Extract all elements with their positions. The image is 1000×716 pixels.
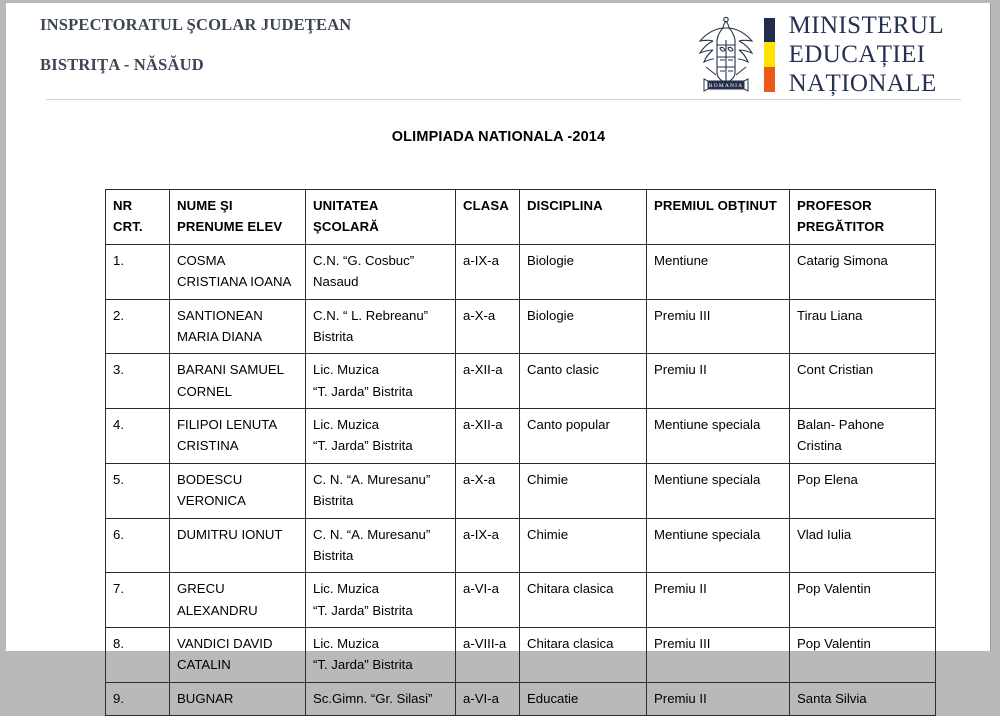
svg-text:ROMANIA: ROMANIA	[708, 82, 743, 89]
cell-disciplina: Chitara clasica	[520, 628, 647, 683]
cell-disciplina: Chitara clasica	[520, 573, 647, 628]
cell-nr: 2.	[106, 299, 170, 354]
cell-nr: 4.	[106, 409, 170, 464]
results-table	[105, 189, 936, 716]
table-row	[106, 299, 936, 354]
cell-profesor: Catarig Simona	[790, 244, 936, 299]
header-divider	[46, 99, 961, 100]
cell-disciplina: Chimie	[520, 518, 647, 573]
table-header-row	[106, 190, 936, 245]
cell-school-unit: C.N. “ L. Rebreanu” Bistrita	[306, 299, 456, 354]
cell-school-unit: Sc.Gimn. “Gr. Silasi”	[306, 682, 456, 715]
cell-nr: 3.	[106, 354, 170, 409]
cell-student-name: FILIPOI LENUTA CRISTINA	[170, 409, 306, 464]
cell-school-unit: C.N. “G. Cosbuc” Nasaud	[306, 244, 456, 299]
cell-premiu: Premiu III	[647, 299, 790, 354]
romanian-tricolor-bar-icon	[764, 18, 775, 92]
tricolor-red-band	[764, 67, 775, 92]
table-row	[106, 628, 936, 683]
cell-profesor: Vlad Iulia	[790, 518, 936, 573]
table-row	[106, 682, 936, 715]
table-row	[106, 463, 936, 518]
cell-student-name: VANDICI DAVID CATALIN	[170, 628, 306, 683]
institution-name-line2: BISTRIŢA - NĂSĂUD	[40, 55, 204, 74]
cell-nr: 6.	[106, 518, 170, 573]
document-page	[6, 3, 991, 706]
cell-clasa: a-XII-a	[456, 409, 520, 464]
letterhead	[6, 3, 990, 103]
cell-profesor: Tirau Liana	[790, 299, 936, 354]
cell-premiu: Mentiune speciala	[647, 518, 790, 573]
cell-student-name: DUMITRU IONUT	[170, 518, 306, 573]
cell-clasa: a-X-a	[456, 299, 520, 354]
page-title: OLIMPIADA NATIONALA -2014	[391, 129, 606, 145]
cell-clasa: a-IX-a	[456, 244, 520, 299]
cell-school-unit: Lic. Muzica “T. Jarda” Bistrita	[306, 354, 456, 409]
cell-school-unit: C. N. “A. Muresanu” Bistrita	[306, 463, 456, 518]
institution-name-line1: INSPECTORATUL ŞCOLAR JUDEŢEAN	[40, 15, 352, 34]
cell-clasa: a-IX-a	[456, 518, 520, 573]
romania-coat-of-arms-icon	[694, 15, 758, 95]
cell-profesor: Cont Cristian	[790, 354, 936, 409]
cell-profesor: Pop Valentin	[790, 573, 936, 628]
cell-clasa: a-XII-a	[456, 354, 520, 409]
cell-clasa: a-VI-a	[456, 682, 520, 715]
cell-clasa: a-VI-a	[456, 573, 520, 628]
cell-profesor: Santa Silvia	[790, 682, 936, 715]
cell-premiu: Premiu II	[647, 682, 790, 715]
column-header-disciplina: DISCIPLINA	[520, 190, 647, 245]
cell-profesor: Balan- Pahone Cristina	[790, 409, 936, 464]
ministry-logo	[694, 11, 944, 98]
table-row	[106, 518, 936, 573]
cell-clasa: a-X-a	[456, 463, 520, 518]
ministry-line-2: EDUCAȚIEI	[788, 41, 926, 68]
cell-disciplina: Canto clasic	[520, 354, 647, 409]
cell-premiu: Mentiune	[647, 244, 790, 299]
cell-nr: 1.	[106, 244, 170, 299]
cell-student-name: SANTIONEAN MARIA DIANA	[170, 299, 306, 354]
tricolor-navy-band	[764, 18, 775, 43]
cell-school-unit: C. N. “A. Muresanu” Bistrita	[306, 518, 456, 573]
cell-disciplina: Educatie	[520, 682, 647, 715]
cell-disciplina: Biologie	[520, 244, 647, 299]
cell-clasa: a-VIII-a	[456, 628, 520, 683]
ministry-name	[789, 11, 944, 98]
cell-nr: 8.	[106, 628, 170, 683]
table-header	[106, 190, 936, 245]
results-table-container	[105, 189, 935, 716]
cell-nr: 5.	[106, 463, 170, 518]
cell-disciplina: Chimie	[520, 463, 647, 518]
cell-student-name: BARANI SAMUEL CORNEL	[170, 354, 306, 409]
column-header-clasa: CLASA	[456, 190, 520, 245]
column-header-school-unit: UNITATEA ŞCOLARĂ	[306, 190, 456, 245]
cell-nr: 9.	[106, 682, 170, 715]
table-row	[106, 409, 936, 464]
table-row	[106, 573, 936, 628]
cell-premiu: Premiu II	[647, 573, 790, 628]
cell-disciplina: Biologie	[520, 299, 647, 354]
cell-student-name: BODESCU VERONICA	[170, 463, 306, 518]
table-body	[106, 244, 936, 715]
cell-profesor: Pop Valentin	[790, 628, 936, 683]
cell-disciplina: Canto popular	[520, 409, 647, 464]
table-row	[106, 244, 936, 299]
cell-premiu: Mentiune speciala	[647, 463, 790, 518]
column-header-student-name: NUME ŞI PRENUME ELEV	[170, 190, 306, 245]
cell-school-unit: Lic. Muzica “T. Jarda” Bistrita	[306, 409, 456, 464]
cell-premiu: Mentiune speciala	[647, 409, 790, 464]
cell-student-name: COSMA CRISTIANA IOANA	[170, 244, 306, 299]
cell-student-name: GRECU ALEXANDRU	[170, 573, 306, 628]
cell-nr: 7.	[106, 573, 170, 628]
ministry-line-1: MINISTERUL	[788, 12, 944, 39]
cell-school-unit: Lic. Muzica “T. Jarda” Bistrita	[306, 573, 456, 628]
cell-premiu: Premiu II	[647, 354, 790, 409]
column-header-nr-crt: NR CRT.	[106, 190, 170, 245]
column-header-premiu: PREMIUL OBŢINUT	[647, 190, 790, 245]
column-header-profesor: PROFESOR PREGĂTITOR	[790, 190, 936, 245]
cell-premiu: Premiu III	[647, 628, 790, 683]
cell-student-name: BUGNAR	[170, 682, 306, 715]
tricolor-yellow-band	[764, 42, 775, 67]
cell-school-unit: Lic. Muzica “T. Jarda” Bistrita	[306, 628, 456, 683]
table-row	[106, 354, 936, 409]
ministry-line-3: NAȚIONALE	[788, 70, 937, 97]
cell-profesor: Pop Elena	[790, 463, 936, 518]
